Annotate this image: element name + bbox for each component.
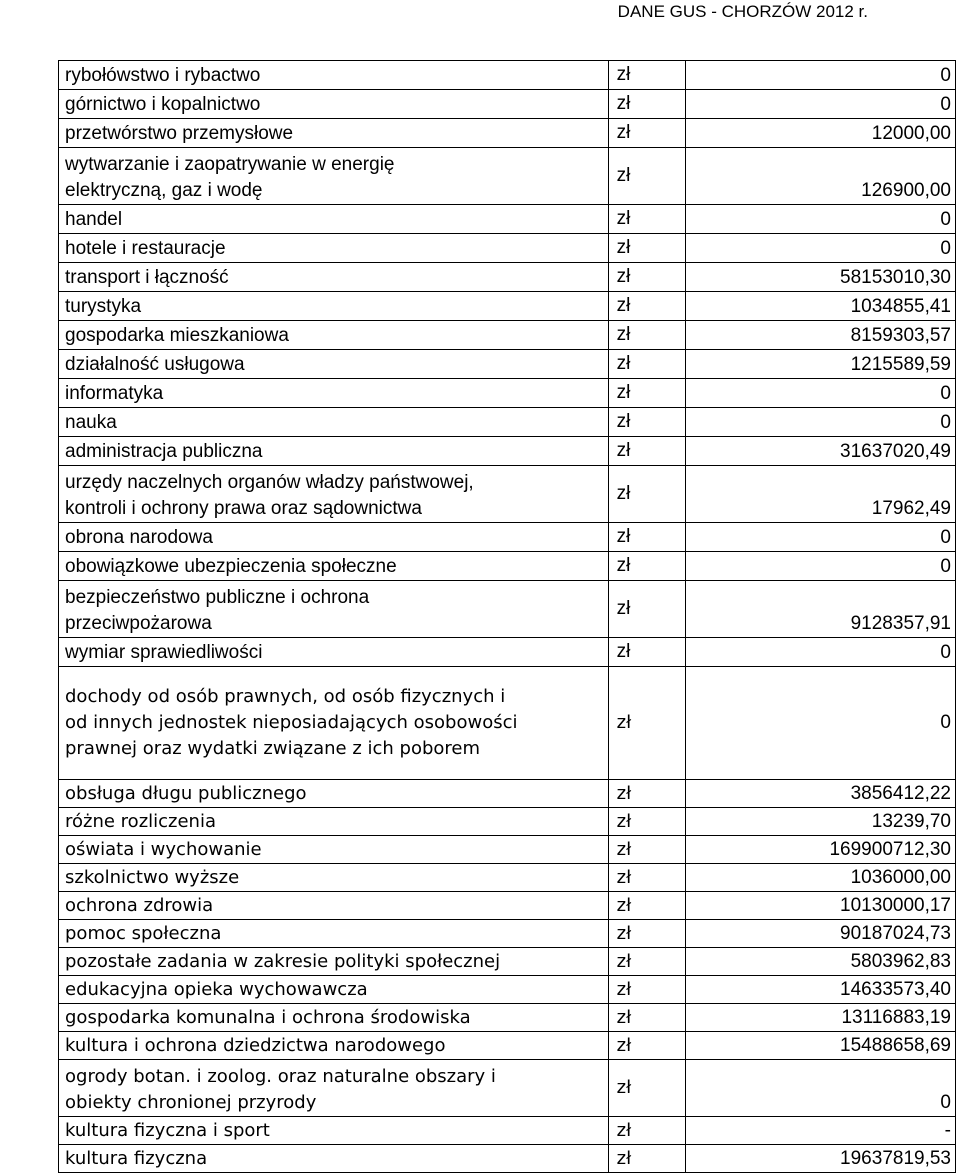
amount-value: 126900,00 [685, 148, 955, 205]
row-category-name [59, 1145, 609, 1173]
row-category-name [59, 408, 609, 437]
row-category-name [59, 437, 609, 466]
amount-value: 15488658,69 [685, 1032, 955, 1060]
amount-value: 0 [685, 667, 955, 780]
category-label: działalność usługowa [65, 354, 245, 375]
row-category-name [59, 552, 609, 581]
table-row [59, 90, 956, 119]
row-category-name [59, 638, 609, 667]
currency-label: zł [608, 581, 685, 638]
category-label: gospodarka komunalna i ochrona środowiska [65, 1007, 471, 1028]
table-row [59, 119, 956, 148]
table-row [59, 552, 956, 581]
currency-label: zł [608, 205, 685, 234]
table-row [59, 1145, 956, 1173]
table-row [59, 1117, 956, 1145]
row-category-name [59, 836, 609, 864]
amount-value: 0 [685, 552, 955, 581]
table-row [59, 1060, 956, 1117]
row-category-name [59, 976, 609, 1004]
category-label: przetwórstwo przemysłowe [65, 123, 294, 144]
table-row [59, 581, 956, 638]
category-label: gospodarka mieszkaniowa [65, 325, 289, 346]
category-label: administracja publiczna [65, 441, 263, 462]
category-label: obsługa długu publicznego [65, 783, 307, 804]
category-label: hotele i restauracje [65, 238, 226, 259]
amount-value: 0 [685, 379, 955, 408]
amount-value: 0 [685, 234, 955, 263]
category-label: pozostałe zadania w zakresie polityki społecznej [65, 951, 501, 972]
table-row [59, 321, 956, 350]
amount-value: 1034855,41 [685, 292, 955, 321]
row-category-name [59, 581, 609, 638]
category-label: wymiar sprawiedliwości [65, 642, 263, 663]
row-category-name [59, 90, 609, 119]
table-row [59, 466, 956, 523]
currency-label: zł [608, 321, 685, 350]
table-row [59, 864, 956, 892]
currency-label: zł [608, 836, 685, 864]
row-category-name [59, 780, 609, 808]
currency-label: zł [608, 780, 685, 808]
row-category-name [59, 892, 609, 920]
table-row [59, 836, 956, 864]
currency-label: zł [608, 263, 685, 292]
currency-label: zł [608, 920, 685, 948]
row-category-name [59, 1060, 609, 1117]
row-category-name [59, 948, 609, 976]
category-label: kultura fizyczna i sport [65, 1120, 270, 1141]
row-category-name [59, 1032, 609, 1060]
amount-value: - [685, 1117, 955, 1145]
currency-label: zł [608, 1117, 685, 1145]
table-row [59, 234, 956, 263]
row-category-name [59, 321, 609, 350]
table-row [59, 379, 956, 408]
amount-value: 19637819,53 [685, 1145, 955, 1173]
category-label: dochody od osób prawnych, od osób fizycznych i od innych jednostek nieposiadających osobowości prawnej oraz wydatki związane z ich poborem [65, 686, 518, 759]
amount-value: 13116883,19 [685, 1004, 955, 1032]
amount-value: 90187024,73 [685, 920, 955, 948]
row-category-name [59, 379, 609, 408]
category-label: oświata i wychowanie [65, 839, 262, 860]
currency-label: zł [608, 552, 685, 581]
amount-value: 0 [685, 61, 955, 90]
category-label: obrona narodowa [65, 527, 213, 548]
amount-value: 1215589,59 [685, 350, 955, 379]
row-category-name [59, 292, 609, 321]
amount-value: 17962,49 [685, 466, 955, 523]
table-row [59, 1004, 956, 1032]
category-label: edukacyjna opieka wychowawcza [65, 979, 368, 1000]
table-row [59, 350, 956, 379]
category-label: kultura fizyczna [65, 1148, 208, 1169]
category-label: pomoc społeczna [65, 923, 222, 944]
amount-value: 12000,00 [685, 119, 955, 148]
table-row [59, 808, 956, 836]
currency-label: zł [608, 148, 685, 205]
table-row [59, 1032, 956, 1060]
table-row [59, 780, 956, 808]
amount-value: 14633573,40 [685, 976, 955, 1004]
page-header-title: DANE GUS - CHORZÓW 2012 r. [617, 2, 868, 21]
category-label: różne rozliczenia [65, 811, 216, 832]
currency-label: zł [608, 234, 685, 263]
table-row [59, 205, 956, 234]
table-row [59, 892, 956, 920]
currency-label: zł [608, 667, 685, 780]
amount-value: 9128357,91 [685, 581, 955, 638]
currency-label: zł [608, 1004, 685, 1032]
row-category-name [59, 1117, 609, 1145]
row-category-name [59, 920, 609, 948]
category-label: górnictwo i kopalnictwo [65, 94, 261, 115]
table-row [59, 948, 956, 976]
table-row [59, 263, 956, 292]
row-category-name [59, 1004, 609, 1032]
currency-label: zł [608, 808, 685, 836]
table-row [59, 920, 956, 948]
category-label: ogrody botan. i zoolog. oraz naturalne obszary i obiekty chronionej przyrody [65, 1066, 496, 1113]
table-row [59, 523, 956, 552]
currency-label: zł [608, 292, 685, 321]
currency-label: zł [608, 466, 685, 523]
currency-label: zł [608, 408, 685, 437]
currency-label: zł [608, 523, 685, 552]
category-label: kultura i ochrona dziedzictwa narodowego [65, 1035, 446, 1056]
budget-table [58, 60, 956, 1173]
table-row [59, 408, 956, 437]
amount-value: 10130000,17 [685, 892, 955, 920]
amount-value: 13239,70 [685, 808, 955, 836]
category-label: rybołówstwo i rybactwo [65, 65, 261, 86]
category-label: turystyka [65, 296, 142, 317]
table-row [59, 61, 956, 90]
table-row [59, 976, 956, 1004]
row-category-name [59, 667, 609, 780]
category-label: urzędy naczelnych organów władzy państwowej, kontroli i ochrony prawa oraz sądownictwa [65, 472, 474, 519]
table-row [59, 638, 956, 667]
row-category-name [59, 523, 609, 552]
amount-value: 58153010,30 [685, 263, 955, 292]
amount-value: 8159303,57 [685, 321, 955, 350]
currency-label: zł [608, 1032, 685, 1060]
amount-value: 0 [685, 205, 955, 234]
row-category-name [59, 205, 609, 234]
currency-label: zł [608, 61, 685, 90]
table-row [59, 148, 956, 205]
amount-value: 0 [685, 523, 955, 552]
category-label: obowiązkowe ubezpieczenia społeczne [65, 556, 397, 577]
currency-label: zł [608, 379, 685, 408]
row-category-name [59, 466, 609, 523]
currency-label: zł [608, 1060, 685, 1117]
category-label: informatyka [65, 383, 164, 404]
amount-value: 5803962,83 [685, 948, 955, 976]
row-category-name [59, 263, 609, 292]
table-row [59, 437, 956, 466]
amount-value: 3856412,22 [685, 780, 955, 808]
currency-label: zł [608, 638, 685, 667]
currency-label: zł [608, 350, 685, 379]
category-label: nauka [65, 412, 117, 433]
category-label: wytwarzanie i zaopatrywanie w energię elektryczną, gaz i wodę [65, 154, 395, 201]
row-category-name [59, 148, 609, 205]
category-label: szkolnictwo wyższe [65, 867, 240, 888]
table-row [59, 667, 956, 780]
currency-label: zł [608, 90, 685, 119]
amount-value: 1036000,00 [685, 864, 955, 892]
currency-label: zł [608, 1145, 685, 1173]
currency-label: zł [608, 948, 685, 976]
amount-value: 169900712,30 [685, 836, 955, 864]
row-category-name [59, 61, 609, 90]
amount-value: 31637020,49 [685, 437, 955, 466]
amount-value: 0 [685, 90, 955, 119]
category-label: bezpieczeństwo publiczne i ochrona przeciwpożarowa [65, 587, 370, 634]
currency-label: zł [608, 892, 685, 920]
currency-label: zł [608, 976, 685, 1004]
row-category-name [59, 864, 609, 892]
row-category-name [59, 119, 609, 148]
amount-value: 0 [685, 408, 955, 437]
amount-value: 0 [685, 1060, 955, 1117]
row-category-name [59, 350, 609, 379]
currency-label: zł [608, 119, 685, 148]
category-label: ochrona zdrowia [65, 895, 214, 916]
currency-label: zł [608, 437, 685, 466]
category-label: transport i łączność [65, 267, 229, 288]
category-label: handel [65, 209, 123, 230]
amount-value: 0 [685, 638, 955, 667]
currency-label: zł [608, 864, 685, 892]
table-row [59, 292, 956, 321]
row-category-name [59, 234, 609, 263]
row-category-name [59, 808, 609, 836]
